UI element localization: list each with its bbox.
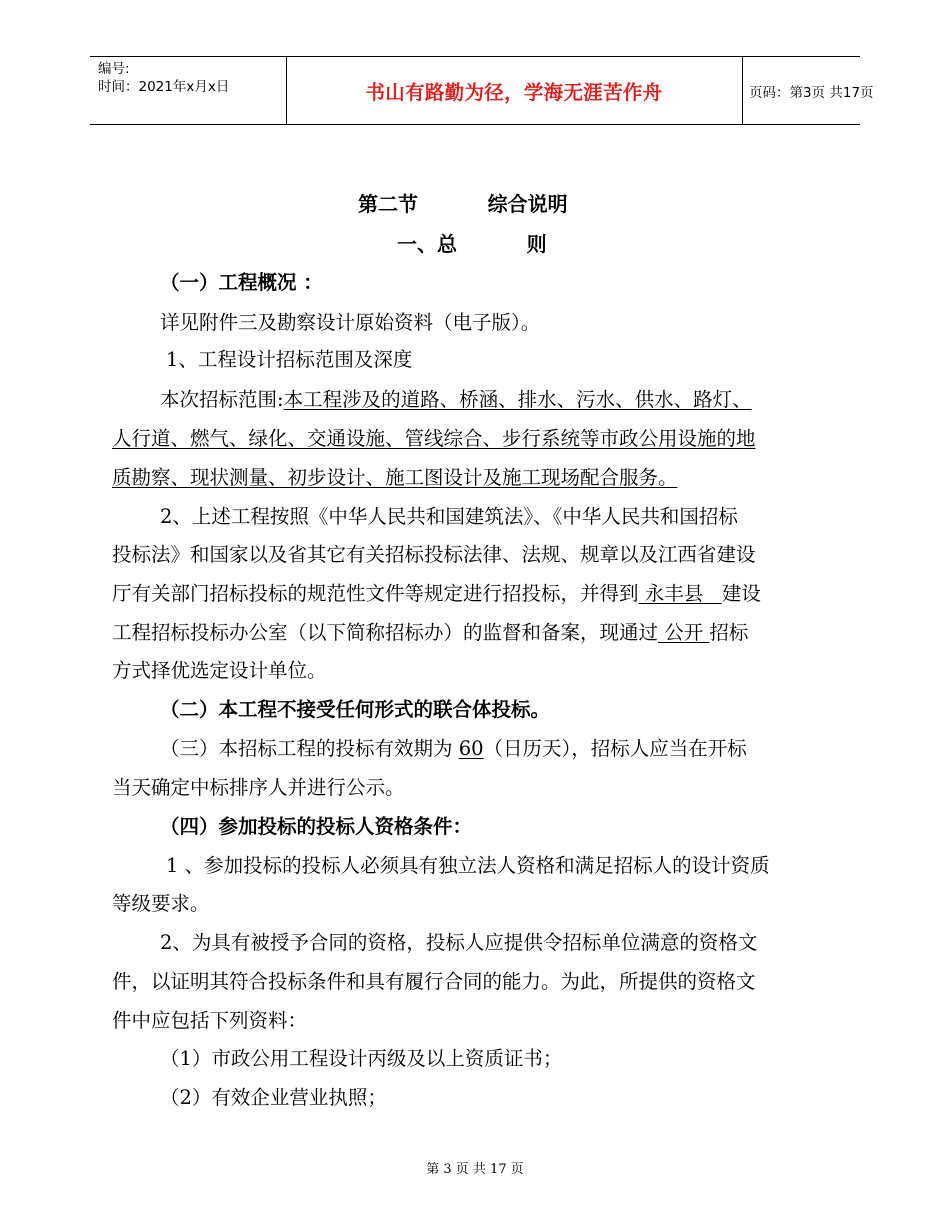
paragraph-qual1-line2: 等级要求。 (112, 892, 210, 915)
page-header (90, 56, 874, 125)
chapter-title: 一、总 则 (397, 232, 547, 256)
header-meta-cell (90, 57, 287, 124)
paragraph-scope-line3: 质勘察、现状测量、初步设计、施工图设计及施工现场配合服务。 (112, 466, 678, 489)
scope-lead: 本次招标范围: (160, 388, 284, 411)
laws-line4-tail: 招标 (709, 621, 749, 644)
header-motto-cell (286, 57, 743, 124)
paragraph-qual2-line1: 2、为具有被授予合同的资格，投标人应提供令招标单位满意的资格文 (160, 931, 758, 954)
list-item-certificate: （1）市政公用工程设计丙级及以上资质证书； (160, 1047, 563, 1070)
paragraph-overview: 详见附件三及勘察设计原始资料（电子版）。 (160, 311, 541, 334)
paragraph-scope-line1 (160, 387, 752, 413)
paragraph-laws-line4 (112, 620, 748, 646)
laws-line3-tail: 建设 (721, 582, 761, 605)
tender-method: 公开 (658, 621, 710, 644)
heading-qualifications: （四）参加投标的投标人资格条件： (160, 815, 473, 838)
paragraph-qual2-line2: 件，以证明其符合投标条件和具有履行合同的能力。为此，所提供的资格文 (112, 970, 756, 993)
header-code-label: 编号: (98, 61, 130, 77)
heading-scope: 1、工程设计招标范围及深度 (166, 348, 413, 371)
validity-days: 60 (458, 737, 484, 760)
paragraph-laws-line3 (112, 581, 761, 607)
list-item-license: （2）有效企业营业执照； (160, 1086, 387, 1109)
page-footer: 第 3 页 共 17 页 (426, 1162, 524, 1177)
paragraph-validity-line1 (160, 736, 747, 762)
paragraph-validity-line2: 当天确定中标排序人并进行公示。 (112, 776, 405, 799)
laws-line4-text: 工程招标投标办公室（以下简称招标办）的监督和备案，现通过 (112, 621, 659, 644)
header-motto: 书山有路勤为径，学海无涯苦作舟 (365, 80, 663, 104)
paragraph-laws-line1: 2、上述工程按照《中华人民共和国建筑法》、《中华人民共和国招标 (160, 505, 738, 528)
header-time-label: 时间：2021年x月x日 (98, 79, 230, 95)
paragraph-scope-line2: 人行道、燃气、绿化、交通设施、管线综合、步行系统等市政公用设施的地 (112, 427, 756, 450)
section-title: 第二节 综合说明 (358, 192, 568, 216)
scope-text: 本工程涉及的道路、桥涵、排水、污水、供水、路灯、 (283, 388, 752, 411)
validity-text: （三）本招标工程的投标有效期为 (160, 737, 459, 760)
county-name: 永丰县 (638, 582, 722, 605)
heading-project-overview: （一）工程概况 ： (160, 271, 323, 294)
paragraph-laws-line5: 方式择优选定设计单位。 (112, 659, 327, 682)
paragraph-qual2-line3: 件中应包括下列资料： (112, 1009, 308, 1032)
paragraph-qual1-line1: 1 、参加投标的投标人必须具有独立法人资格和满足招标人的设计资质 (166, 854, 770, 877)
header-page-info: 页码：第3页 共17页 (749, 84, 874, 101)
laws-line3-text: 厅有关部门招标投标的规范性文件等规定进行招投标，并得到 (112, 582, 639, 605)
paragraph-laws-line2: 投标法》和国家以及省其它有关招标投标法律、法规、规章以及江西省建设 (112, 543, 756, 566)
validity-tail: （日历天），招标人应当在开标 (483, 737, 747, 760)
header-page-cell (742, 57, 874, 124)
heading-no-consortium: （二）本工程不接受任何形式的联合体投标。 (160, 698, 551, 721)
